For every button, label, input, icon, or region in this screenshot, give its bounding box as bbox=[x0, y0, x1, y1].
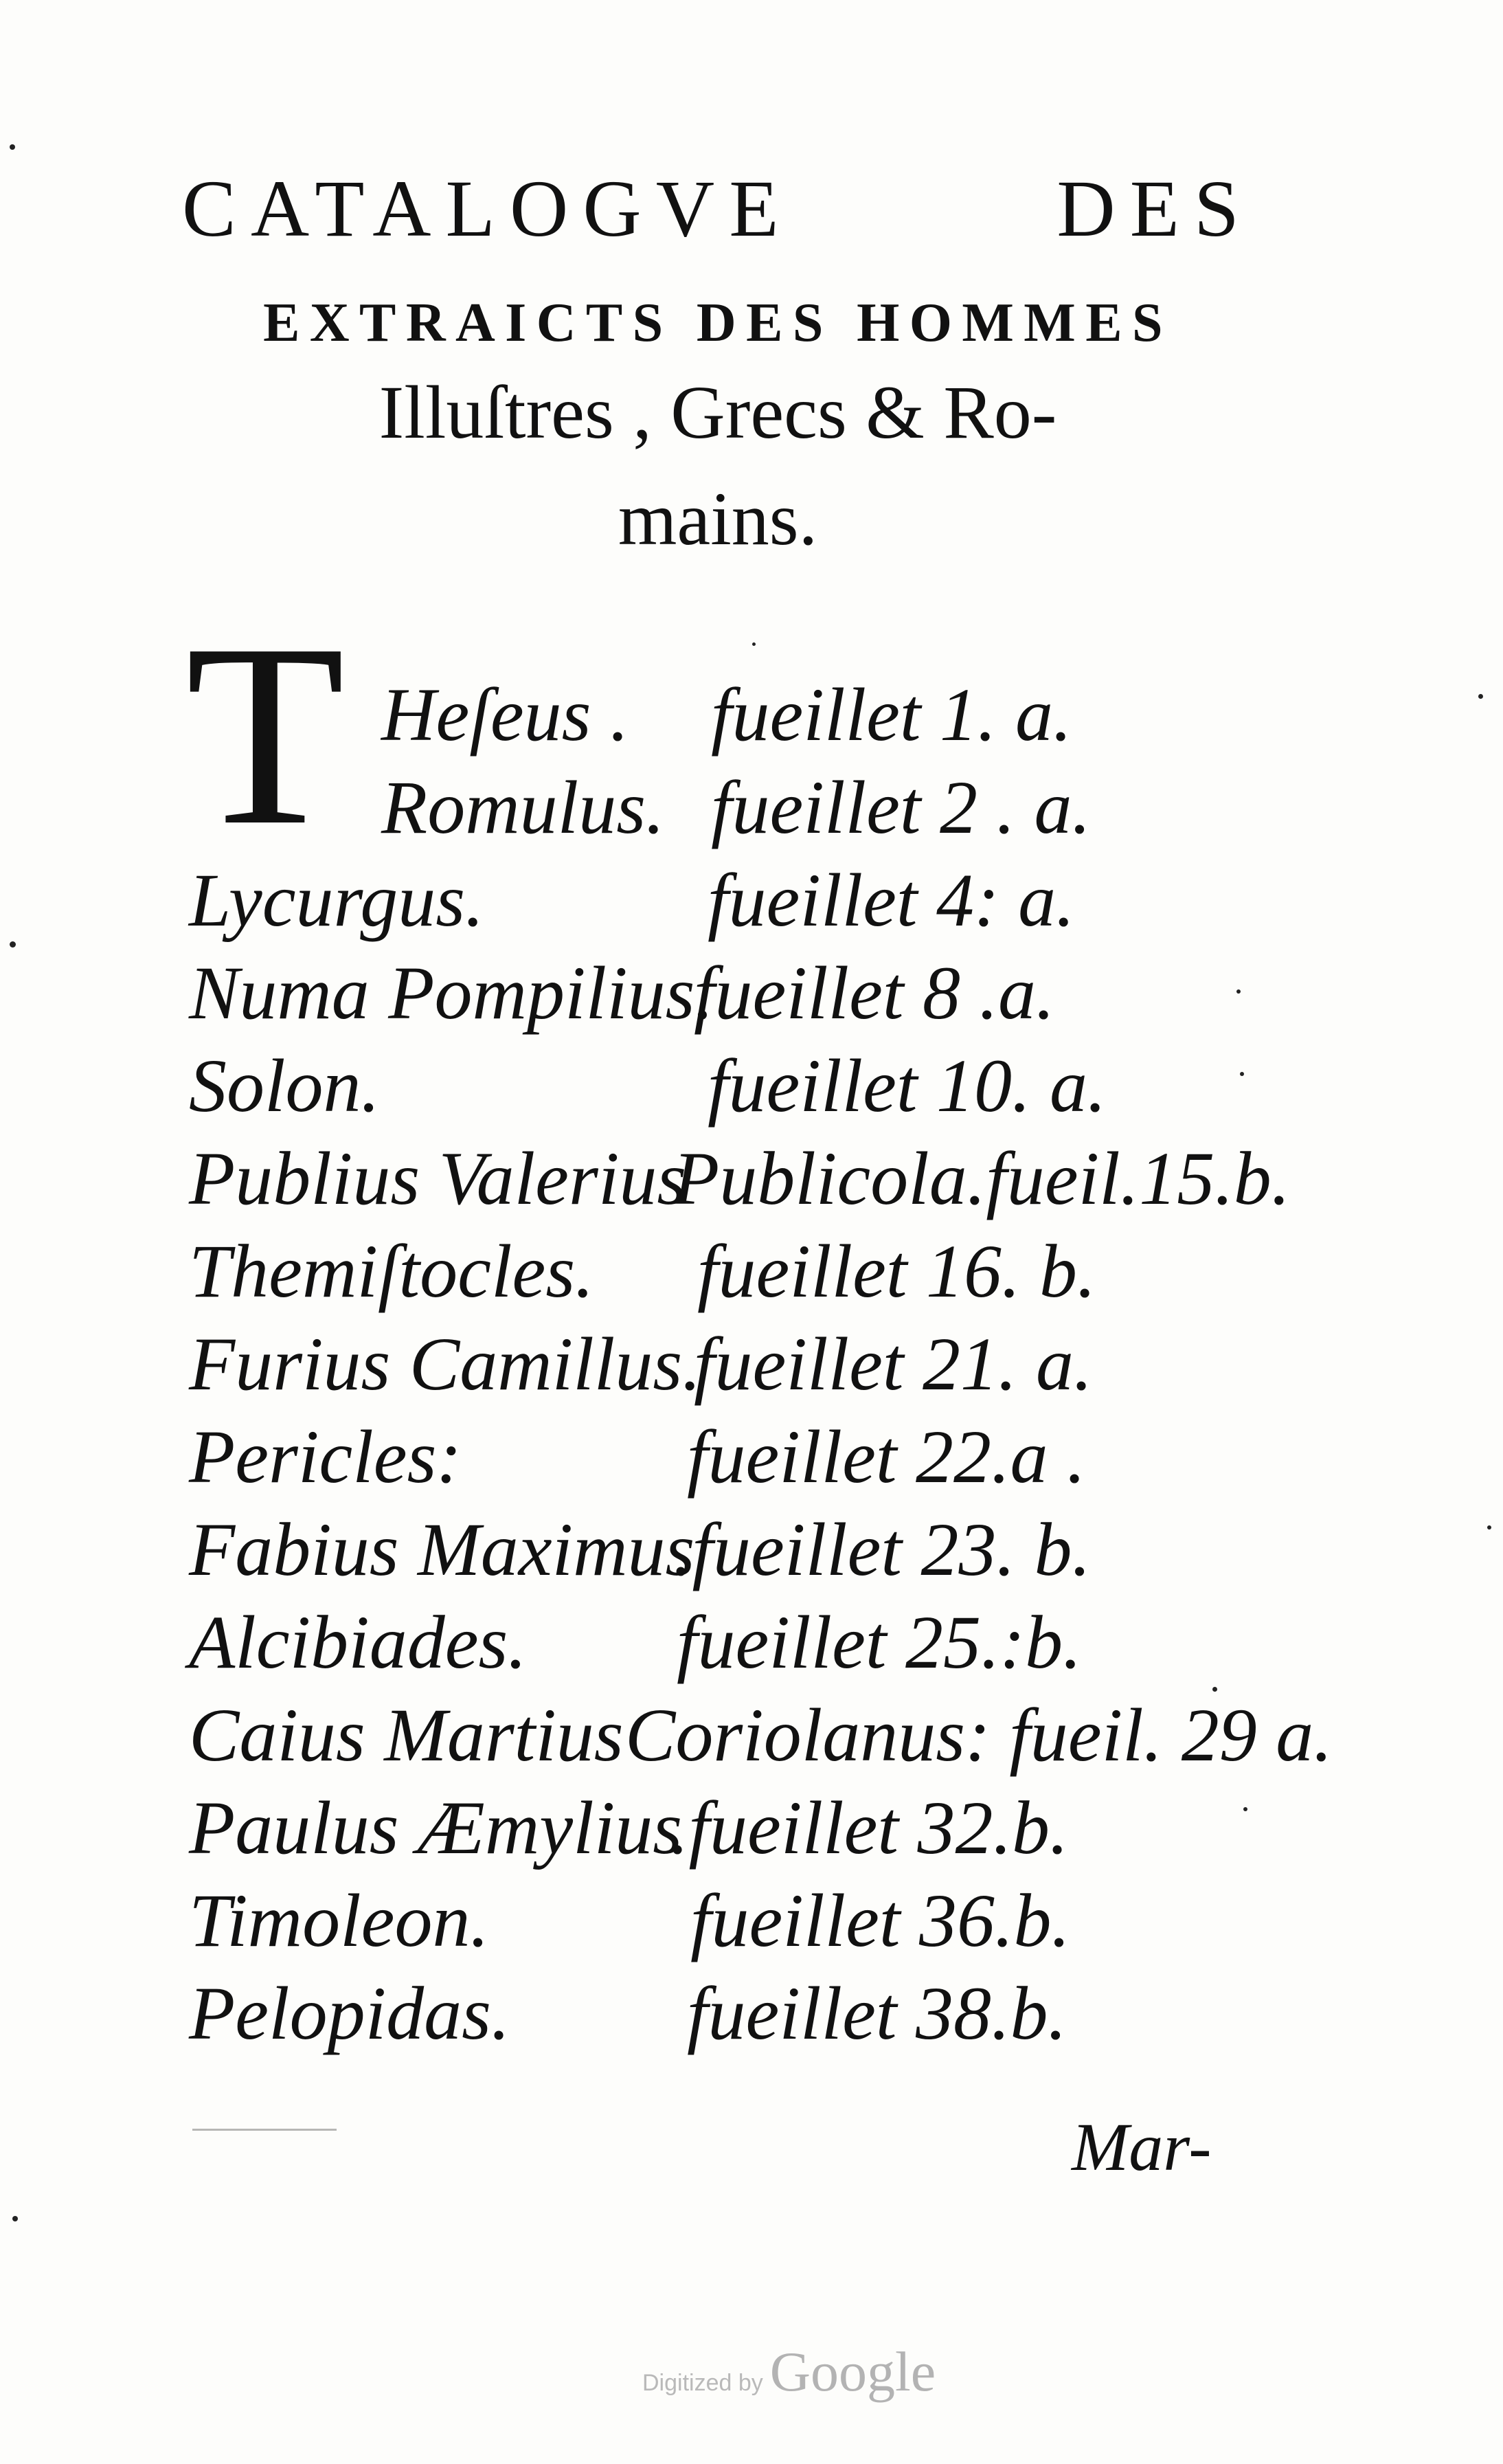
entry-ref: Publicola.fueil.15.b. bbox=[673, 1136, 1291, 1220]
entry-name: Furius Camillus. bbox=[189, 1322, 701, 1406]
entry-ref: fueillet 38.b. bbox=[687, 1971, 1067, 2055]
entry-ref: .fueillet 23. b. bbox=[673, 1508, 1091, 1591]
scan-speck bbox=[10, 144, 15, 150]
entry-name: Paulus Æmylius bbox=[189, 1786, 683, 1870]
scan-speck bbox=[1243, 1807, 1247, 1811]
scan-speck bbox=[1236, 989, 1241, 994]
catchword: Mar- bbox=[1072, 2109, 1212, 2185]
scan-speck bbox=[752, 642, 756, 646]
entry-name: Publius Valerius bbox=[189, 1136, 687, 1220]
entry-name: Pericles: bbox=[189, 1415, 462, 1499]
entry-name: Alcibiades. bbox=[189, 1600, 527, 1684]
dotted-rule bbox=[192, 2129, 337, 2131]
entry-name: Lycurgus. bbox=[189, 858, 484, 942]
entry-ref: fueillet 22.a . bbox=[687, 1415, 1086, 1499]
google-logo: Google bbox=[769, 2340, 936, 2403]
entry-name: Fabius Maximus bbox=[189, 1508, 695, 1591]
watermark-prefix: Digitized by bbox=[642, 2370, 763, 2396]
title-mains: mains. bbox=[618, 477, 818, 561]
scan-speck bbox=[1212, 1687, 1217, 1692]
title-illustres: Illuſtres , Grecs & Ro- bbox=[378, 370, 1057, 454]
entry-name: Solon. bbox=[189, 1044, 381, 1128]
entry-name: Pelopidas. bbox=[189, 1971, 510, 2055]
entry-name: Caius Martius bbox=[189, 1693, 624, 1777]
entry-ref: fueillet 4: a. bbox=[708, 858, 1075, 942]
entry-ref: .fueillet 32.b. bbox=[670, 1786, 1069, 1870]
entry-ref: Coriolanus: fueil. 29 a. bbox=[625, 1693, 1333, 1777]
entry-name: Timoleon. bbox=[189, 1879, 489, 1962]
entry-name: Numa Pompilius. bbox=[189, 951, 714, 1035]
scan-speck bbox=[10, 941, 16, 948]
title-word-catalogue: CATALOGVE bbox=[182, 164, 793, 254]
title-catalogue bbox=[182, 164, 1254, 254]
entry-name: Heſeus . bbox=[381, 673, 629, 757]
entry-ref: fueillet 16. b. bbox=[697, 1229, 1096, 1313]
entry-ref: fueillet 25.:b. bbox=[677, 1600, 1082, 1684]
title-word-des: DES bbox=[1056, 164, 1254, 254]
scan-speck bbox=[12, 2216, 18, 2221]
entry-ref: fueillet 36.b. bbox=[690, 1879, 1070, 1962]
digitized-watermark bbox=[642, 2340, 936, 2404]
entry-ref: fueillet 1. a. bbox=[711, 673, 1072, 757]
entry-name: Romulus. bbox=[381, 765, 665, 849]
scan-speck bbox=[1240, 1072, 1244, 1076]
scan-speck bbox=[1478, 694, 1483, 699]
title-extraicts: EXTRAICTS DES HOMMES bbox=[263, 293, 1173, 353]
entry-ref: fueillet 2 . a. bbox=[711, 765, 1091, 849]
scan-speck bbox=[1487, 1525, 1491, 1530]
drop-capital: T bbox=[185, 590, 346, 880]
entry-name: Themiſtocles. bbox=[189, 1229, 594, 1313]
entry-ref: fueillet 10. a. bbox=[708, 1044, 1107, 1128]
entry-ref: fueillet 21. a. bbox=[694, 1322, 1093, 1406]
entry-ref: fueillet 8 .a. bbox=[694, 951, 1055, 1035]
